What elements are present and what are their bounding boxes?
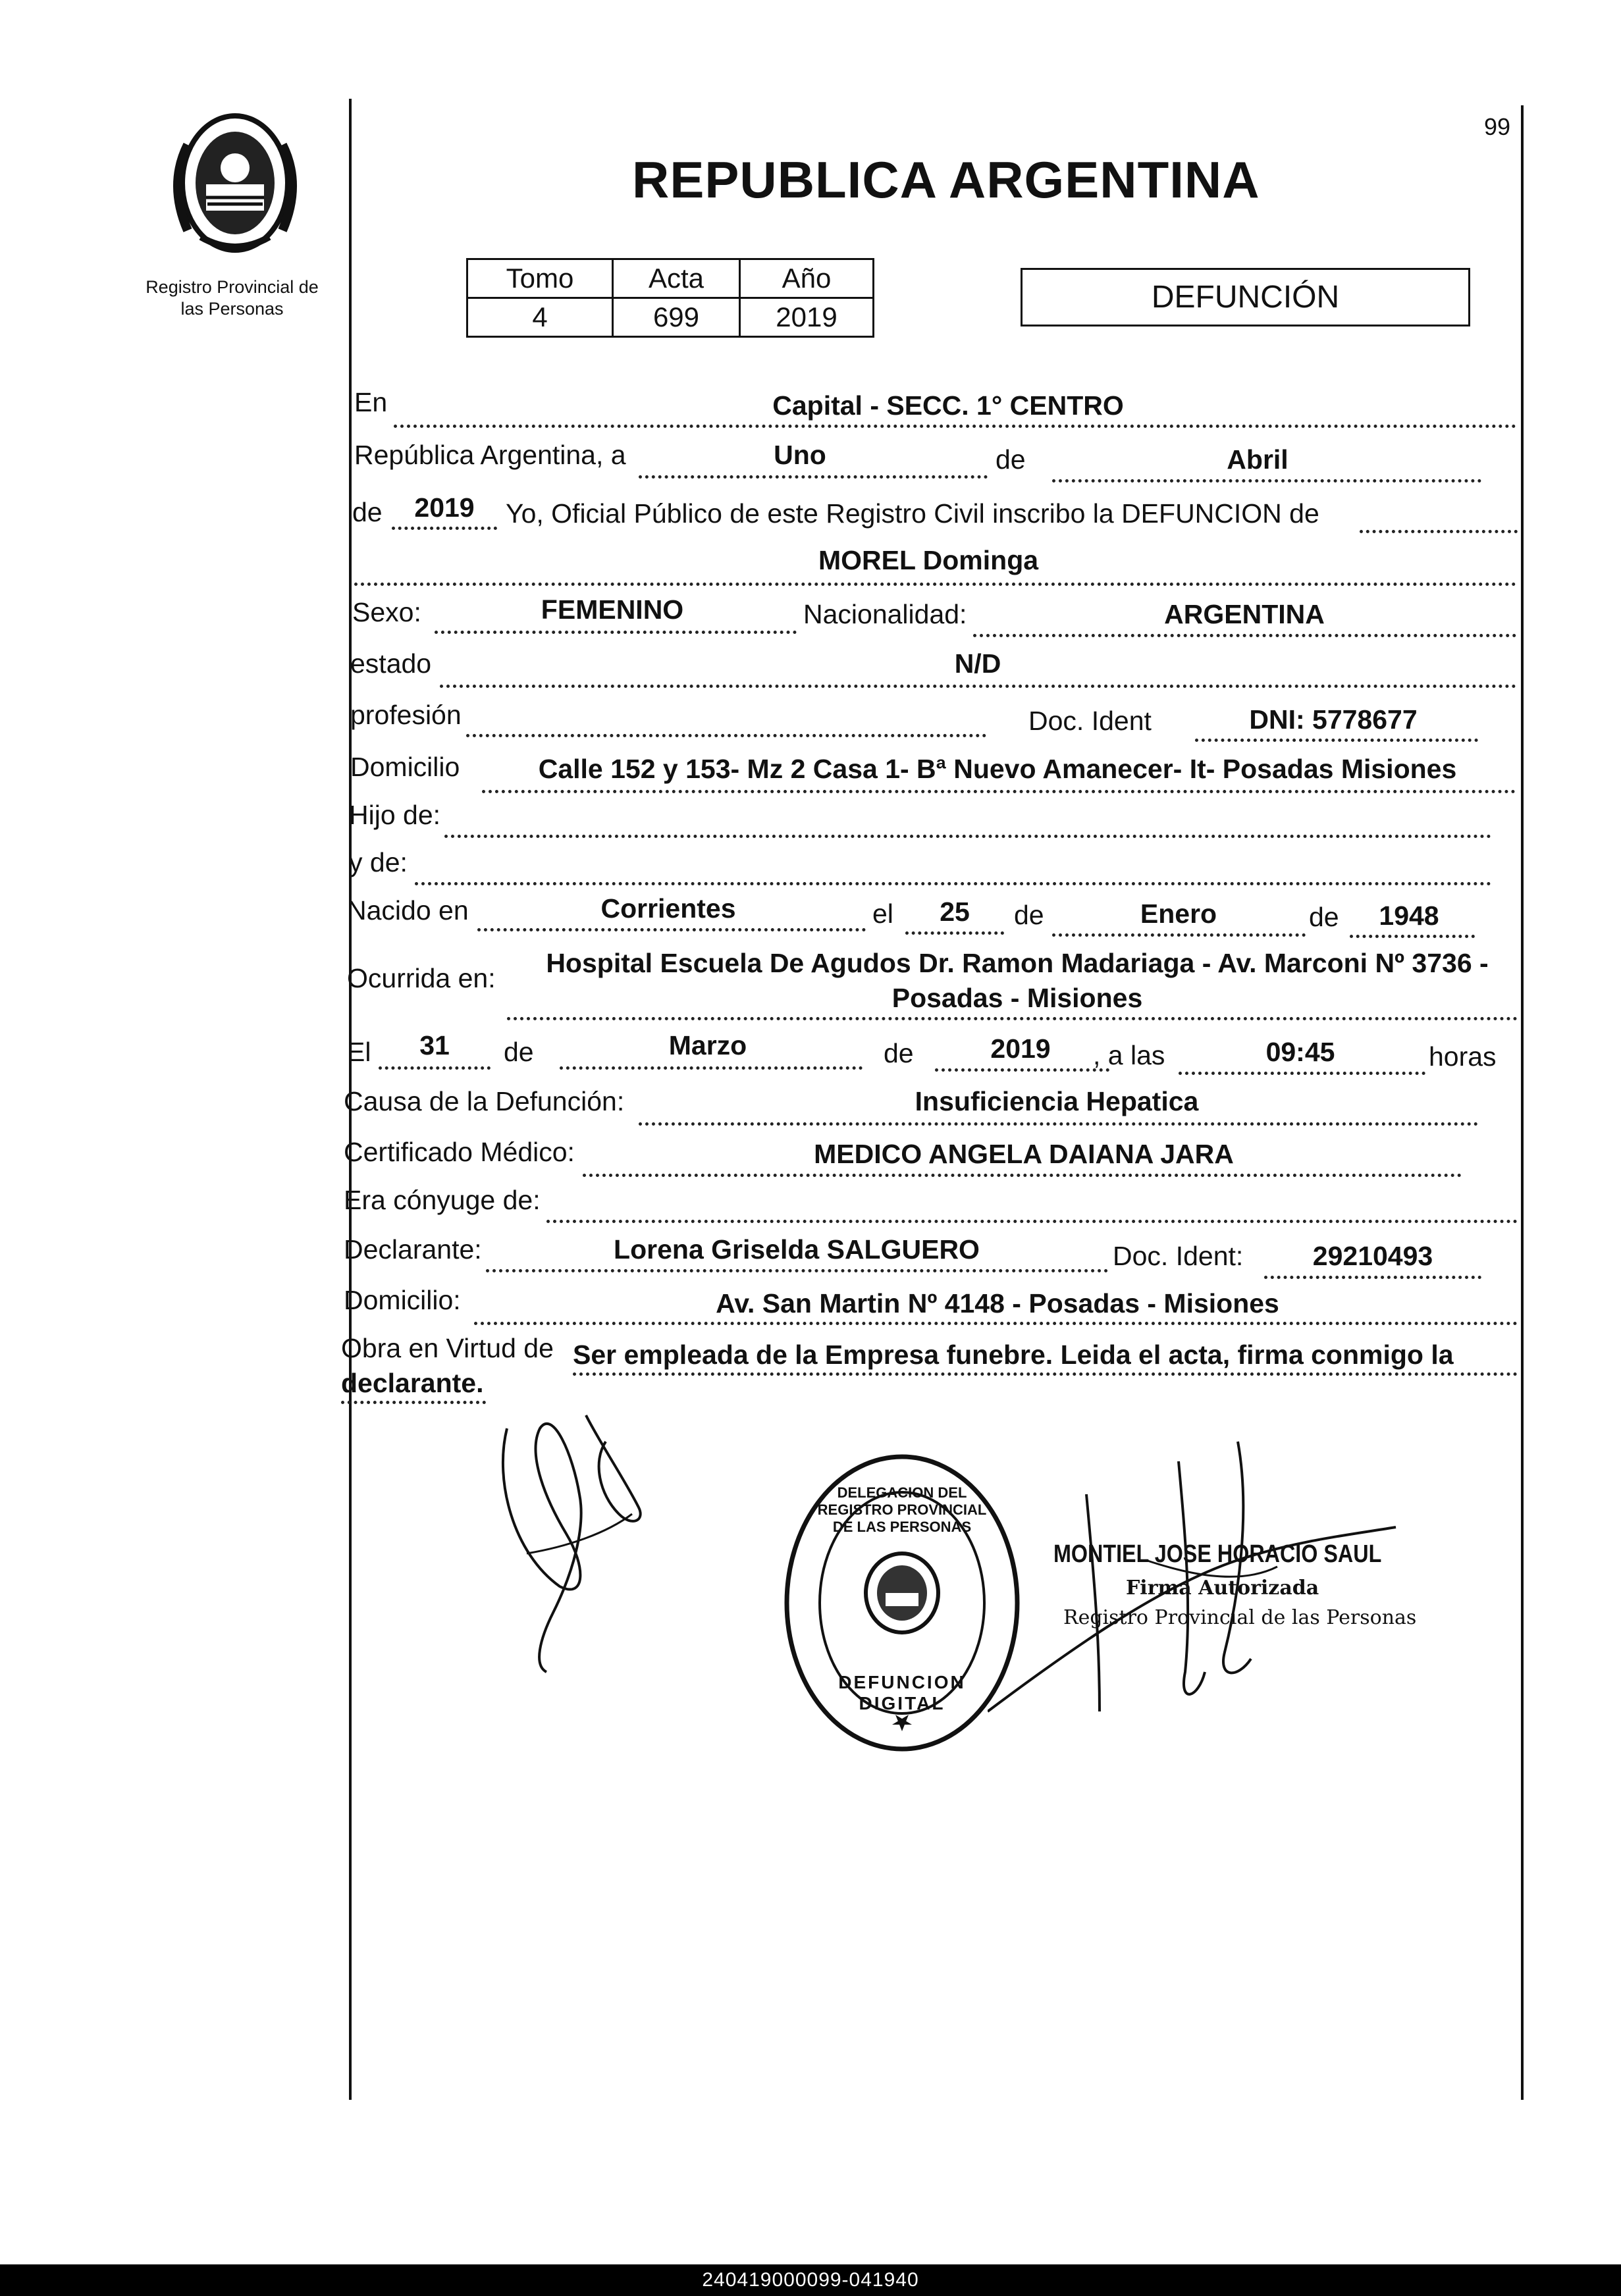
ref-header-acta: Acta [613,259,740,298]
conyuge-dotted-line [546,1220,1518,1223]
death-year-value: 2019 [990,1033,1051,1064]
name-dotted-line [354,583,1516,586]
inscribo-text: Yo, Oficial Público de este Registro Civil inscribo la DEFUNCION de [506,498,1319,529]
day-dotted-line [639,475,988,479]
doc-ident-label: Doc. Ident [1028,706,1152,736]
de-label-5: de [504,1037,534,1067]
el-label: el [872,899,893,929]
nacionalidad-dotted-line [973,634,1516,637]
conyuge-label: Era cónyuge de: [344,1185,541,1215]
ref-header-ano: Año [740,259,874,298]
sexo-label: Sexo: [352,597,421,627]
de-label-1: de [996,444,1026,475]
officer-role: Firma Autorizada [1126,1577,1319,1600]
yde-dotted-line [415,882,1491,885]
birth-month-value: Enero [1140,899,1217,929]
record-type-box: DEFUNCIÓN [1021,268,1470,326]
de-label-6: de [884,1038,914,1068]
nacido-value: Corrientes [600,893,736,924]
sexo-value: FEMENINO [541,594,684,625]
year-dotted-line [392,527,497,530]
horas-label: horas [1429,1041,1497,1072]
officer-name: MONTIEL JOSE HORACIO SAUL [1053,1540,1382,1568]
stamp-inner-text: DEFUNCION DIGITAL [838,1672,966,1713]
sexo-dotted-line [435,631,797,634]
deceased-name: MOREL Dominga [818,545,1039,575]
estado-value: N/D [954,648,1001,679]
decl-doc-label: Doc. Ident: [1113,1241,1244,1271]
de-label-2: de [352,497,383,527]
hijo-dotted-line [444,835,1491,838]
page-number: 99 [1484,113,1511,140]
death-day-value: 31 [419,1030,450,1060]
ref-value-acta: 699 [613,298,740,337]
day-word-value: Uno [774,440,826,470]
nacido-dotted-line [477,928,866,931]
decl-doc-value: 29210493 [1312,1241,1433,1271]
reference-table [466,258,874,338]
ocurrida-line2: Posadas - Misiones [891,983,1143,1013]
el-cap-label: El [347,1037,371,1067]
death-time-value: 09:45 [1265,1037,1335,1067]
ref-value-ano: 2019 [740,298,874,337]
decl-domicilio-dotted-line [474,1322,1518,1325]
nacido-label: Nacido en [347,895,469,926]
estado-label: estado [350,648,432,679]
obra-dotted-line-2 [341,1401,486,1404]
declarante-dotted-line [486,1269,1108,1272]
de-label-3: de [1014,900,1044,930]
domicilio-dotted-line [482,790,1516,793]
obra-line1: Ser empleada de la Empresa funebre. Leida el acta, firma conmigo la [573,1340,1454,1370]
ocurrida-label: Ocurrida en: [347,963,496,993]
obra-label: Obra en Virtud de [341,1333,554,1363]
certificado-dotted-line [583,1174,1462,1177]
domicilio-label: Domicilio [350,752,460,782]
death-year-dotted-line [935,1068,1109,1072]
profesion-dotted-line [466,734,986,737]
registry-name: Registro Provincial de las Personas [146,277,319,319]
ocurrida-dotted-line [507,1017,1518,1020]
yde-label: y de: [349,847,408,877]
declarante-value: Lorena Griselda SALGUERO [614,1234,980,1265]
death-day-dotted-line [379,1066,491,1070]
nacionalidad-label: Nacionalidad: [803,599,967,629]
birth-year-value: 1948 [1379,900,1439,931]
doc-ident-dotted-line [1195,739,1478,742]
declarante-label: Declarante: [344,1234,482,1265]
nacionalidad-value: ARGENTINA [1164,599,1325,629]
province-seal [161,105,309,260]
certificado-label: Certificado Médico: [344,1137,575,1167]
year-value: 2019 [414,492,475,523]
causa-value: Insuficiencia Hepatica [915,1086,1199,1116]
month-value: Abril [1227,444,1289,475]
ref-value-tomo: 4 [467,298,613,337]
declarant-signature [487,1402,685,1679]
birth-day-dotted-line [905,931,1004,935]
ocurrida-line1: Hospital Escuela De Agudos Dr. Ramon Madariaga - Av. Marconi Nº 3736 - [546,948,1489,978]
ref-header-tomo: Tomo [467,259,613,298]
en-dotted-line [394,425,1516,428]
birth-year-dotted-line [1350,935,1475,938]
right-margin-line [1521,105,1524,2100]
birth-month-dotted-line [1052,933,1306,937]
month-dotted-line [1052,479,1481,483]
page-title: REPUBLICA ARGENTINA [632,151,1260,209]
document-barcode-id: 240419000099-041940 [0,2264,1621,2296]
domicilio-value: Calle 152 y 153- Mz 2 Casa 1- Bª Nuevo Amanecer- It- Posadas Misiones [538,754,1457,784]
en-value: Capital - SECC. 1° CENTRO [772,390,1124,421]
hijo-label: Hijo de: [349,800,441,830]
en-label: En [354,387,388,417]
estado-dotted-line [440,685,1516,688]
doc-ident-value: DNI: 5778677 [1249,704,1418,735]
profesion-label: profesión [350,700,462,730]
causa-dotted-line [639,1122,1478,1126]
obra-line2: declarante. [341,1368,484,1398]
decl-domicilio-value: Av. San Martin Nº 4148 - Posadas - Misiones [716,1288,1279,1318]
decl-domicilio-label: Domicilio: [344,1285,461,1315]
alas-label: , a las [1093,1040,1165,1070]
obra-dotted-line-1 [573,1372,1518,1376]
death-time-dotted-line [1179,1072,1425,1075]
republica-label: República Argentina, a [354,440,626,470]
decl-doc-dotted-line [1264,1276,1481,1279]
birth-day-value: 25 [940,897,970,927]
causa-label: Causa de la Defunción: [344,1086,625,1116]
death-month-dotted-line [560,1066,863,1070]
stamp-ring-text: DELEGACION DEL REGISTRO PROVINCIAL DE LAS PERSONAS [817,1484,987,1535]
death-month-value: Marzo [668,1030,747,1060]
officer-office: Registro Provincial de las Personas [1063,1606,1417,1629]
certificado-value: MEDICO ANGELA DAIANA JARA [814,1139,1234,1169]
de-label-4: de [1309,902,1339,932]
inscribo-dotted-line [1360,530,1518,533]
